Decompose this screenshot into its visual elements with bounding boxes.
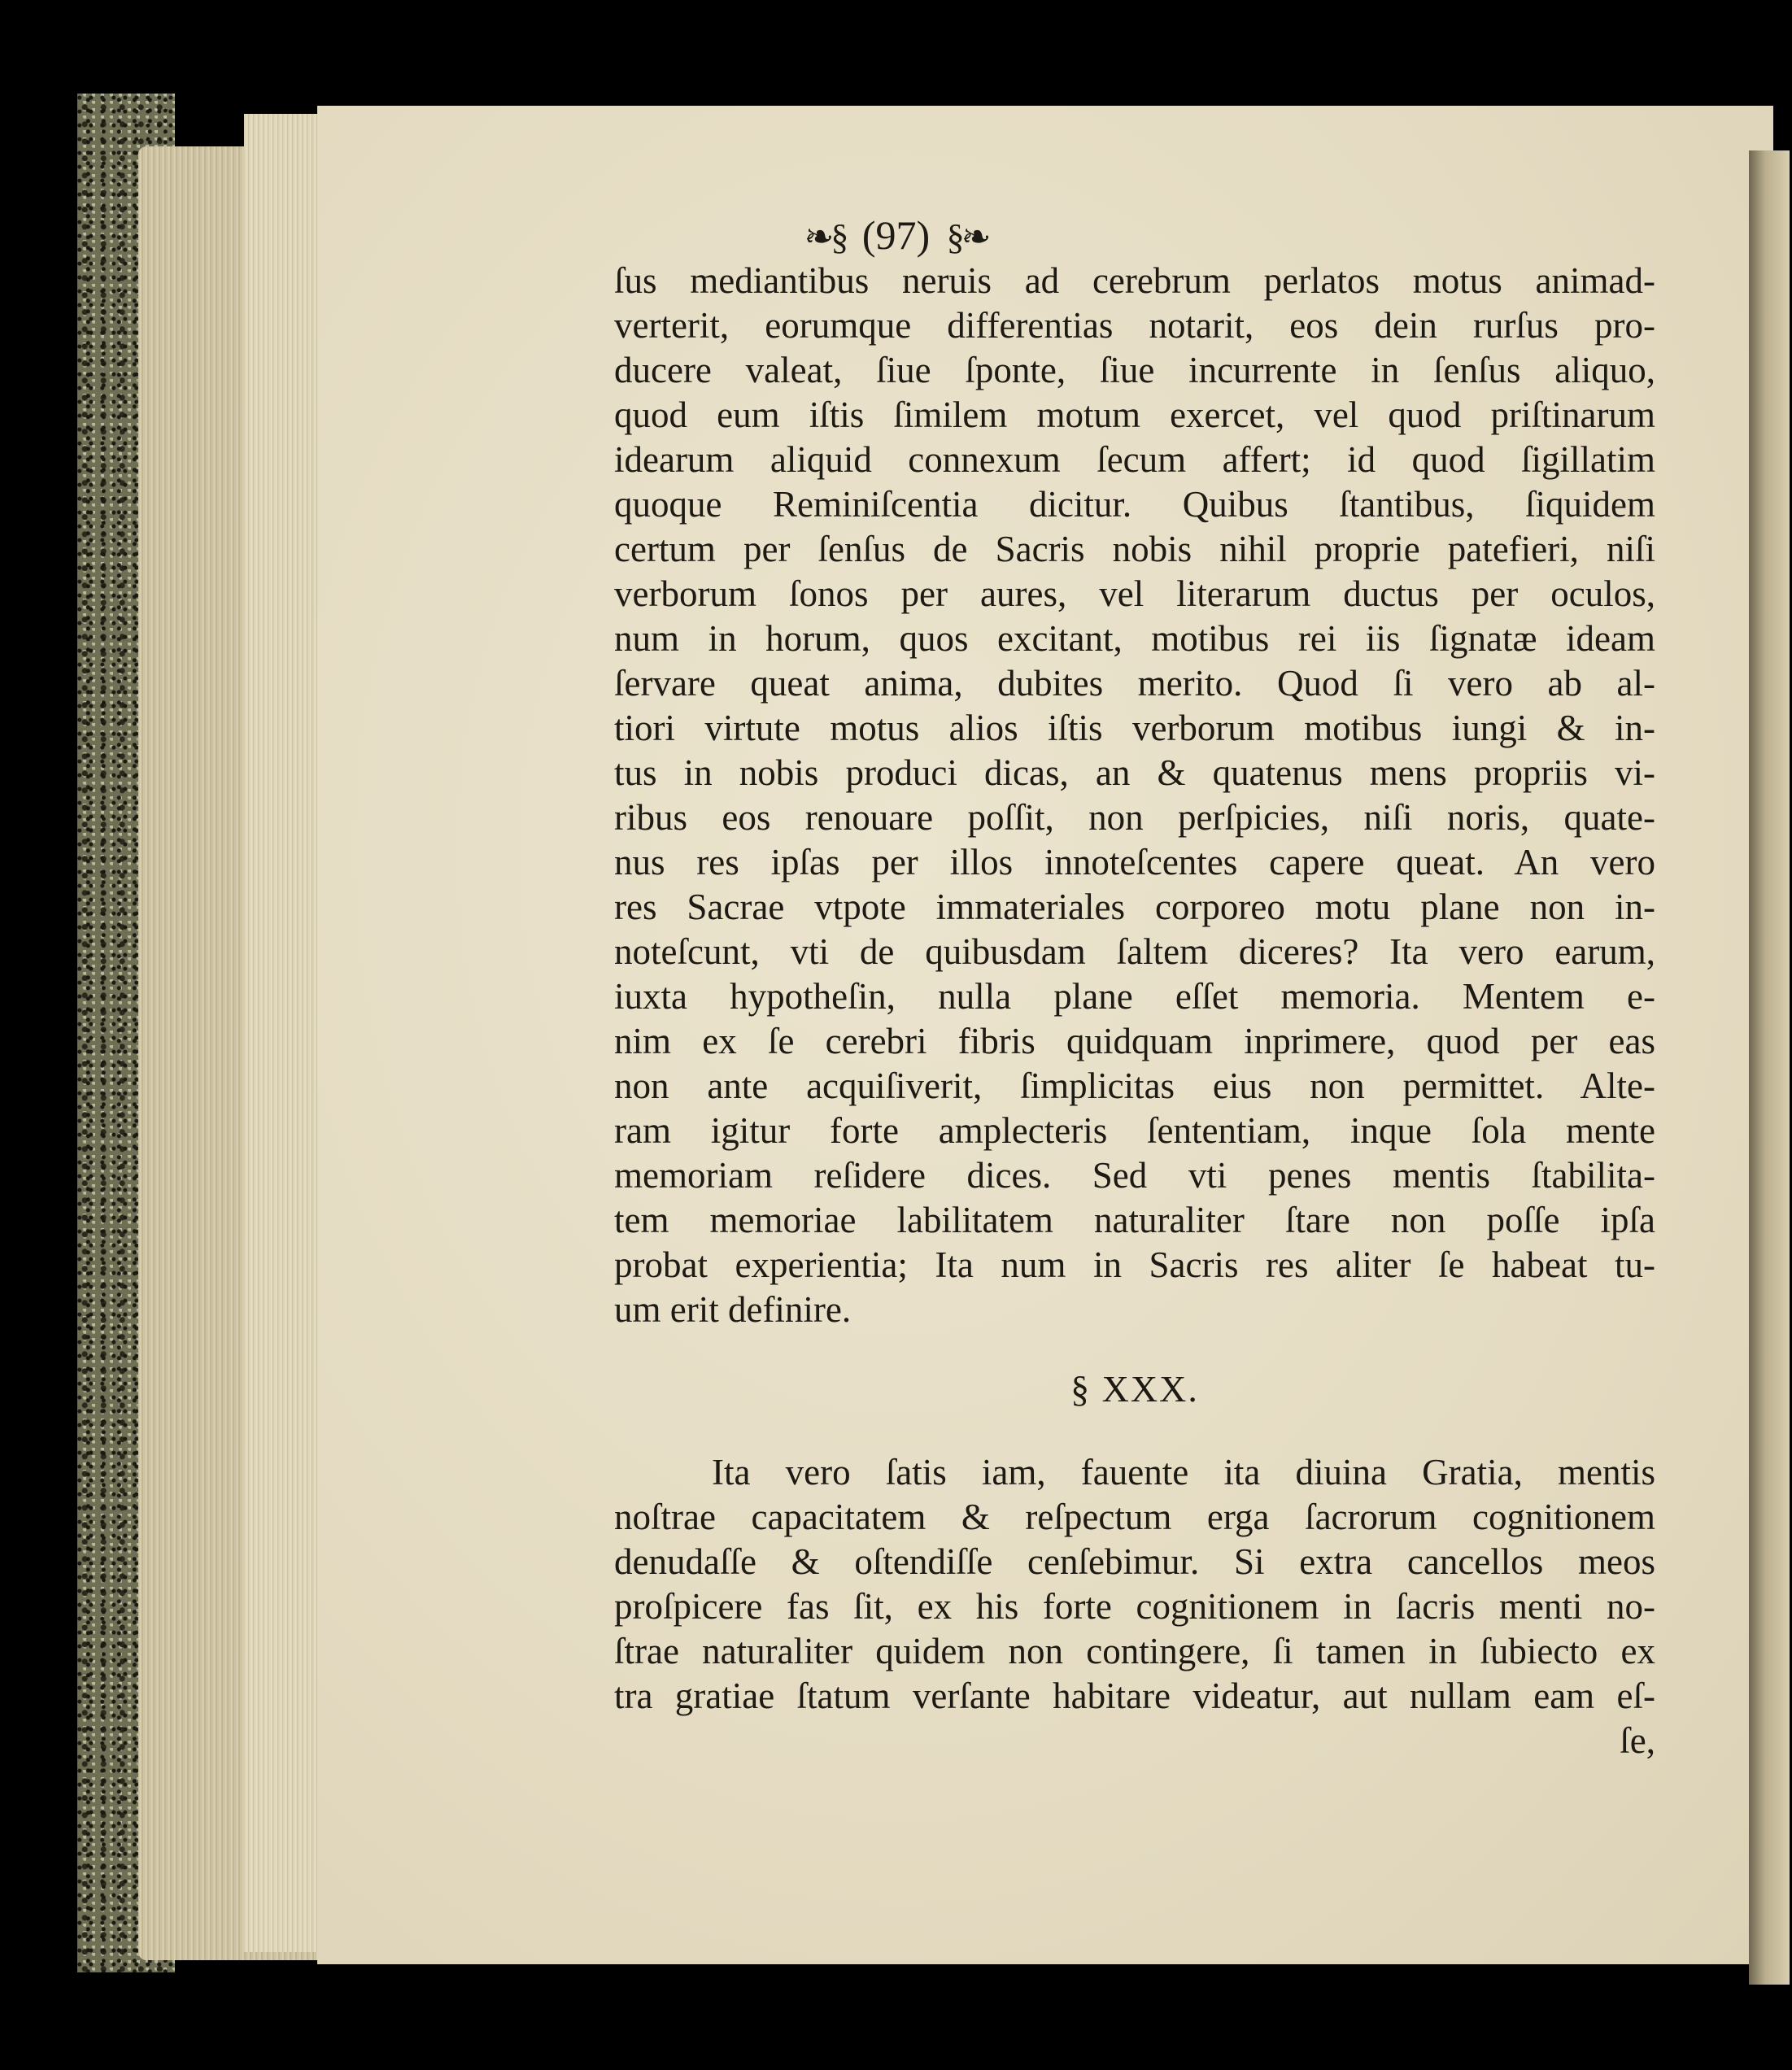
- text-line: noſtrae capacitatem & reſpectum erga ſacrorum cognitionem: [614, 1497, 1655, 1537]
- text-line: quod eum iſtis ſimilem motum exercet, vel quod priſtinarum: [614, 394, 1655, 435]
- section-title: § XXX.: [1070, 1368, 1199, 1410]
- text-line: nim ex ſe cerebri fibris quidquam inprimere, quod per eas: [614, 1021, 1655, 1061]
- opposite-page-edge: [1749, 150, 1790, 1985]
- text-line: ram igitur forte amplecteris ſententiam, inque ſola mente: [614, 1110, 1655, 1151]
- text-line: um erit definire.: [614, 1289, 852, 1330]
- page-text: [614, 259, 1655, 1763]
- text-line: iuxta hypotheſin, nulla plane eſſet memoria. Mentem e-: [614, 976, 1655, 1017]
- text-line: nus res ipſas per illos innoteſcentes capere queat. An vero: [614, 842, 1655, 882]
- paragraph-1: [614, 259, 1655, 1332]
- ornament-left: ❧§: [804, 217, 846, 257]
- text-line: proſpicere fas ſit, ex his forte cognitionem in ſacris menti no-: [614, 1586, 1655, 1627]
- text-line: verborum ſonos per aures, vel literarum ductus per oculos,: [614, 573, 1655, 614]
- text-line: quoque Reminiſcentia dicitur. Quibus ſtantibus, ſiquidem: [614, 484, 1655, 525]
- text-line: tra gratiae ſtatum verſante habitare videatur, aut nullam eam eſ-: [614, 1676, 1655, 1716]
- text-line: ribus eos renouare poſſit, non perſpicies, niſi noris, quate-: [614, 797, 1655, 838]
- text-line: Ita vero ſatis iam, fauente ita diuina Gratia, mentis: [712, 1452, 1655, 1493]
- text-line: denudaſſe & oſtendiſſe cenſebimur. Si extra cancellos meos: [614, 1541, 1655, 1582]
- text-line: tem memoriae labilitatem naturaliter ſtare non poſſe ipſa: [614, 1200, 1655, 1240]
- text-line: ſus mediantibus neruis ad cerebrum perlatos motus animad-: [614, 260, 1655, 301]
- text-line: certum per ſenſus de Sacris nobis nihil proprie patefieri, niſi: [614, 529, 1655, 569]
- ornament-right: §❧: [946, 217, 988, 257]
- text-line: tiori virtute motus alios iſtis verborum motibus iungi & in-: [614, 708, 1655, 748]
- page-number: (97): [861, 212, 931, 258]
- paragraph-2: [614, 1450, 1655, 1763]
- text-line: num in horum, quos excitant, motibus rei iis ſignatæ ideam: [614, 618, 1655, 659]
- catchword: ſe,: [1620, 1720, 1655, 1761]
- text-line: idearum aliquid connexum ſecum affert; id quod ſigillatim: [614, 439, 1655, 480]
- text-line: noteſcunt, vti de quibusdam ſaltem diceres? Ita vero earum,: [614, 931, 1655, 972]
- text-line: memoriam reſidere dices. Sed vti penes mentis ſtabilita-: [614, 1155, 1655, 1196]
- text-line: tus in nobis produci dicas, an & quatenus mens propriis vi-: [614, 752, 1655, 793]
- text-line: verterit, eorumque differentias notarit, eos dein rurſus pro-: [614, 305, 1655, 346]
- text-line: probat experientia; Ita num in Sacris res aliter ſe habeat tu-: [614, 1244, 1655, 1285]
- text-line: ſervare queat anima, dubites merito. Quod ſi vero ab al-: [614, 663, 1655, 704]
- page-header: [0, 211, 1792, 259]
- text-line: ducere valeat, ſiue ſponte, ſiue incurrente in ſenſus aliquo,: [614, 350, 1655, 390]
- text-line: ſtrae naturaliter quidem non contingere, ſi tamen in ſubiecto ex: [614, 1631, 1655, 1671]
- text-line: res Sacrae vtpote immateriales corporeo motu plane non in-: [614, 887, 1655, 927]
- text-line: non ante acquiſiverit, ſimplicitas eius non permittet. Alte-: [614, 1066, 1655, 1106]
